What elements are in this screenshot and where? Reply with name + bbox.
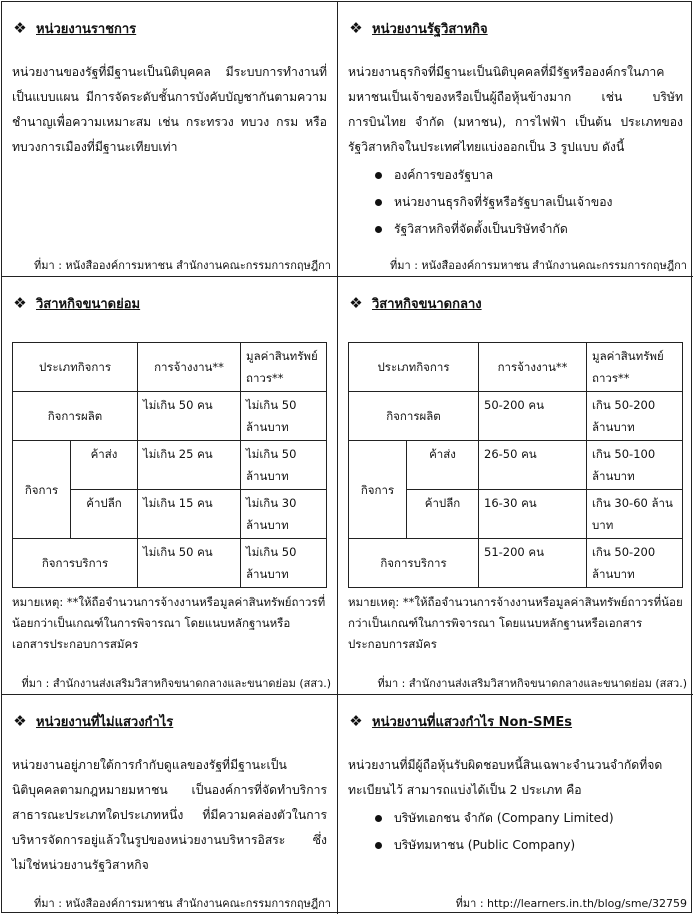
source-note: ที่มา : หนังสือองค์การมหาชน สำนักงานคณะกรรมการกฤษฎีกา bbox=[390, 259, 687, 272]
section-title: หน่วยงานราชการ bbox=[36, 22, 137, 37]
assets-cell: ไม่เกิน 50 ล้านบาท bbox=[241, 392, 327, 441]
employment-cell: 51-200 คน bbox=[479, 539, 587, 588]
table-row bbox=[13, 392, 327, 441]
bullet-item: องค์การของรัฐบาล bbox=[348, 162, 683, 189]
table-note: หมายเหตุ: **ให้ถือจำนวนการจ้างงานหรือมูลค่าสินทรัพย์ถาวรที่น้อยกว่าเป็นเกณฑ์ในการพิจารณา โดยแนบหลักฐานหรือเอกสารประกอบการสมัคร bbox=[12, 595, 326, 651]
row-label: ค้าส่ง bbox=[71, 441, 138, 490]
header-assets: มูลค่าสินทรัพย์ถาวร** bbox=[587, 343, 683, 392]
header-employment: การจ้างงาน** bbox=[479, 343, 587, 392]
trade-group-label: กิจการ bbox=[349, 441, 407, 539]
section-state-enterprise bbox=[338, 2, 693, 277]
bullet-item: บริษัทเอกชน จำกัด (Company Limited) bbox=[348, 805, 683, 832]
row-label: กิจการผลิต bbox=[13, 392, 138, 441]
section-heading bbox=[348, 711, 683, 732]
employment-cell: 26-50 คน bbox=[479, 441, 587, 490]
section-heading bbox=[12, 711, 327, 732]
assets-cell: ไม่เกิน 50 ล้านบาท bbox=[241, 441, 327, 490]
assets-cell: เกิน 50-200 ล้านบาท bbox=[587, 539, 683, 588]
section-heading bbox=[12, 18, 327, 39]
bullet-item: หน่วยงานธุรกิจที่รัฐหรือรัฐบาลเป็นเจ้าของ bbox=[348, 189, 683, 216]
table-row bbox=[13, 539, 327, 588]
bullet-list bbox=[348, 162, 683, 243]
section-nonprofit bbox=[2, 695, 338, 914]
header-employment: การจ้างงาน** bbox=[138, 343, 241, 392]
row-label: กิจการบริการ bbox=[13, 539, 138, 588]
assets-cell: เกิน 50-200 ล้านบาท bbox=[587, 392, 683, 441]
source-note: ที่มา : สำนักงานส่งเสริมวิสาหกิจขนาดกลางและขนาดย่อม (สสว.) bbox=[377, 677, 687, 690]
section-title: หน่วยงานที่แสวงกำไร Non-SMEs bbox=[372, 715, 573, 730]
row-label: ค้าส่ง bbox=[407, 441, 479, 490]
header-business-type: ประเภทกิจการ bbox=[349, 343, 479, 392]
assets-cell: เกิน 30-60 ล้านบาท bbox=[587, 490, 683, 539]
section-body: หน่วยงานธุรกิจที่มีฐานะเป็นนิติบุคคลที่มีรัฐหรือองค์กรในภาคมหาชนเป็นเจ้าของหรือเป็นผู้ถือหุ้นข้างมาก เช่น บริษัทการบินไทย จำกัด (มหาชน), การไฟฟ้า เป็นต้น ประเภทของรัฐวิสาหกิจในประเทศไทยแบ่งออกเป็น 3 รูปแบบ ดังนี้ bbox=[348, 65, 683, 154]
diamond-bullet-icon: ❖ bbox=[349, 294, 363, 312]
section-heading bbox=[348, 18, 683, 39]
assets-cell: ไม่เกิน 50 ล้านบาท bbox=[241, 539, 327, 588]
trade-group-label: กิจการ bbox=[13, 441, 71, 539]
section-body: หน่วยงานอยู่ภายใต้การกำกับดูแลของรัฐที่มีฐานะเป็นนิติบุคคลตามกฎหมายมหาชน เป็นองค์การที่จัดทำบริการสาธารณะประเภทใดประเภทหนึ่ง ที่มีความคล่องตัวในการบริหารจัดการอยู่แล้วในรูปของหน่วยงานบริหารอิสระ ซึ่งไม่ใช่หน่วยงานรัฐวิสาหกิจ bbox=[12, 758, 327, 872]
diamond-bullet-icon: ❖ bbox=[349, 712, 363, 730]
employment-cell: 16-30 คน bbox=[479, 490, 587, 539]
section-title: หน่วยงานที่ไม่แสวงกำไร bbox=[36, 715, 174, 730]
header-business-type: ประเภทกิจการ bbox=[13, 343, 138, 392]
diamond-bullet-icon: ❖ bbox=[13, 712, 27, 730]
table-row bbox=[349, 441, 683, 490]
info-grid bbox=[1, 1, 692, 913]
criteria-table bbox=[348, 342, 683, 588]
bullet-item: รัฐวิสาหกิจที่จัดตั้งเป็นบริษัทจำกัด bbox=[348, 216, 683, 243]
bullet-item: บริษัทมหาชน (Public Company) bbox=[348, 832, 683, 859]
row-label: กิจการบริการ bbox=[349, 539, 479, 588]
section-title: วิสาหกิจขนาดกลาง bbox=[372, 297, 482, 312]
diamond-bullet-icon: ❖ bbox=[13, 294, 27, 312]
employment-cell: ไม่เกิน 50 คน bbox=[138, 392, 241, 441]
table-note: หมายเหตุ: **ให้ถือจำนวนการจ้างงานหรือมูลค่าสินทรัพย์ถาวรที่น้อยกว่าเป็นเกณฑ์ในการพิจารณา โดยแนบหลักฐานหรือเอกสารประกอบการสมัคร bbox=[348, 595, 683, 651]
section-title: หน่วยงานรัฐวิสาหกิจ bbox=[372, 22, 488, 37]
table-row bbox=[349, 392, 683, 441]
bullet-list bbox=[348, 805, 683, 859]
assets-cell: เกิน 50-100 ล้านบาท bbox=[587, 441, 683, 490]
section-small-enterprise bbox=[2, 277, 338, 695]
employment-cell: ไม่เกิน 15 คน bbox=[138, 490, 241, 539]
row-label: ค้าปลีก bbox=[407, 490, 479, 539]
source-note: ที่มา : หนังสือองค์การมหาชน สำนักงานคณะกรรมการกฤษฎีกา bbox=[34, 259, 331, 272]
section-non-smes bbox=[338, 695, 693, 914]
criteria-table bbox=[12, 342, 327, 588]
header-assets: มูลค่าสินทรัพย์ถาวร** bbox=[241, 343, 327, 392]
diamond-bullet-icon: ❖ bbox=[13, 19, 27, 37]
row-label: กิจการผลิต bbox=[349, 392, 479, 441]
source-note: ที่มา : สำนักงานส่งเสริมวิสาหกิจขนาดกลางและขนาดย่อม (สสว.) bbox=[21, 677, 331, 690]
section-heading bbox=[12, 293, 327, 314]
section-government bbox=[2, 2, 338, 277]
section-title: วิสาหกิจขนาดย่อม bbox=[36, 297, 141, 312]
section-body: หน่วยงานที่มีผู้ถือหุ้นรับผิดชอบหนี้สินเฉพาะจำนวนจำกัดที่จดทะเบียนไว้ สามารถแบ่งได้เป็น 2 ประเภท คือ bbox=[348, 758, 663, 797]
table-row bbox=[349, 539, 683, 588]
assets-cell: ไม่เกิน 30 ล้านบาท bbox=[241, 490, 327, 539]
table-row bbox=[13, 441, 327, 490]
section-body: หน่วยงานของรัฐที่มีฐานะเป็นนิติบุคคล มีระบบการทำงานที่เป็นแบบแผน มีการจัดระดับชั้นการบังคับบัญชากันตามความชำนาญเพื่อความเหมาะสม เช่น กระทรวง ทบวง กรม หรือทบวงการเมืองที่มีฐานะเทียบเท่า bbox=[12, 65, 327, 154]
row-label: ค้าปลีก bbox=[71, 490, 138, 539]
source-link[interactable]: ที่มา : http://learners.in.th/blog/sme/32759 bbox=[455, 897, 687, 910]
table-header-row bbox=[349, 343, 683, 392]
employment-cell: 50-200 คน bbox=[479, 392, 587, 441]
section-heading bbox=[348, 293, 683, 314]
employment-cell: ไม่เกิน 25 คน bbox=[138, 441, 241, 490]
section-medium-enterprise bbox=[338, 277, 693, 695]
employment-cell: ไม่เกิน 50 คน bbox=[138, 539, 241, 588]
source-note: ที่มา : หนังสือองค์การมหาชน สำนักงานคณะกรรมการกฤษฎีกา bbox=[34, 897, 331, 910]
diamond-bullet-icon: ❖ bbox=[349, 19, 363, 37]
table-header-row bbox=[13, 343, 327, 392]
